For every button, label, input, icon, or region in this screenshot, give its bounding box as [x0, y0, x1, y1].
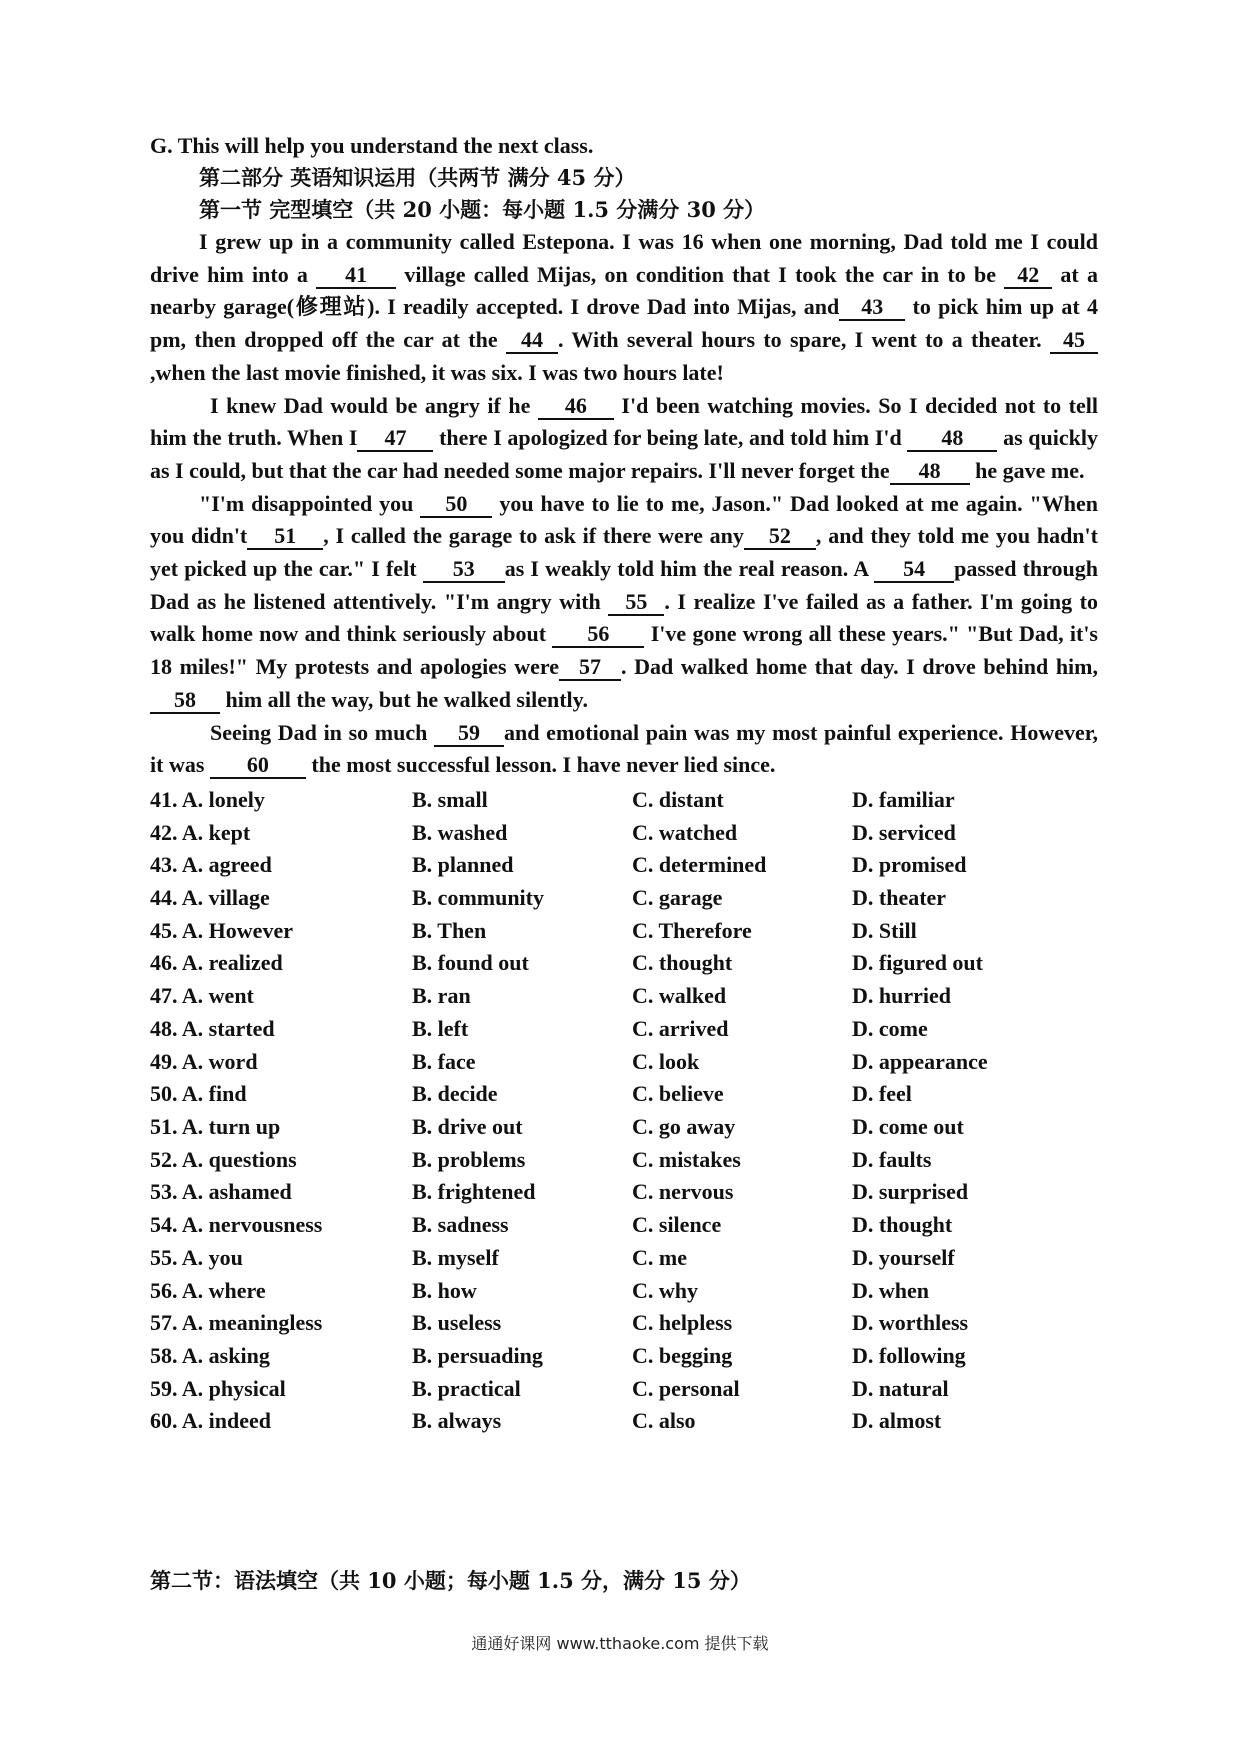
option-b: B. face [412, 1048, 476, 1074]
blank-46: 46 [538, 394, 614, 420]
option-a: 53. A. ashamed [150, 1179, 292, 1205]
option-c: C. determined [632, 852, 767, 878]
blank-57: 57 [559, 655, 621, 681]
passage-text: he gave me. [969, 457, 1085, 483]
passage-text: there I apologized for being late, and told him I'd [433, 425, 908, 451]
option-a: 51. A. turn up [150, 1113, 281, 1139]
option-d: D. familiar [852, 786, 955, 812]
option-b: B. frightened [412, 1179, 536, 1205]
question-row [150, 980, 1098, 1013]
option-d: D. promised [852, 852, 967, 878]
option-d: D. worthless [852, 1310, 969, 1336]
option-b: B. sadness [412, 1212, 509, 1238]
option-a: 56. A. where [150, 1277, 266, 1303]
option-a: 49. A. word [150, 1048, 258, 1074]
question-row [150, 882, 1098, 915]
passage-paragraph-1 [150, 226, 1098, 390]
option-a: 44. A. village [150, 885, 270, 911]
option-b: B. decide [412, 1081, 498, 1107]
option-b: B. practical [412, 1375, 521, 1401]
blank-52: 52 [744, 524, 816, 550]
option-d: D. figured out [852, 950, 983, 976]
option-d: D. theater [852, 885, 947, 911]
passage-text: as I weakly told him the real reason. A [504, 556, 875, 582]
option-d: D. come out [852, 1113, 964, 1139]
question-row [150, 1046, 1098, 1079]
question-row [150, 1144, 1098, 1177]
option-b: B. myself [412, 1244, 499, 1270]
blank-45: 45 [1050, 328, 1098, 354]
blank-47: 47 [357, 426, 433, 452]
passage-text: as quickly as I could, but that the car had needed some major repairs. I'll never forget the [150, 425, 1098, 483]
passage-text: the most successful lesson. I have never lied since. [305, 752, 776, 778]
option-c: C. personal [632, 1375, 740, 1401]
question-row [150, 915, 1098, 948]
option-d: D. surprised [852, 1179, 969, 1205]
blank-55: 55 [608, 590, 664, 616]
passage-text: ,when the last movie finished, it was six. I was two hours late! [150, 359, 724, 385]
passage-text: village called Mijas, on condition that I took the car in to be [396, 261, 1005, 287]
option-d: D. come [852, 1015, 928, 1041]
passage-text: I've gone wrong all these years." "But Dad, it's 18 miles!" My protests and apologies were [150, 621, 1098, 680]
answer-options [150, 784, 1098, 1438]
option-a: 48. A. started [150, 1015, 275, 1041]
passage-text: passed through Dad as he listened attentively. "I'm angry with [150, 556, 1098, 614]
option-a: 47. A. went [150, 983, 254, 1009]
blank-54: 54 [874, 557, 954, 583]
passage-text: , I called the garage to ask if there were any [323, 523, 744, 549]
option-d: D. serviced [852, 819, 956, 845]
passage-paragraph-2 [150, 390, 1098, 488]
blank-49: 48 [890, 459, 970, 485]
option-c: C. watched [632, 819, 738, 845]
question-row [150, 1111, 1098, 1144]
option-b: B. how [412, 1277, 477, 1303]
option-b: B. ran [412, 983, 471, 1009]
passage-text: him all the way, but he walked silently. [220, 686, 588, 712]
option-c: C. why [632, 1277, 699, 1303]
blank-43: 43 [839, 295, 905, 321]
option-c: C. distant [632, 786, 724, 812]
option-a: 59. A. physical [150, 1375, 286, 1401]
section1-heading: 第一节 完型填空（共 20 小题：每小题 1.5 分满分 30 分） [199, 197, 766, 222]
question-row [150, 1340, 1098, 1373]
question-row [150, 1176, 1098, 1209]
option-a: 58. A. asking [150, 1342, 270, 1368]
option-d: D. following [852, 1342, 966, 1368]
option-c: C. silence [632, 1212, 722, 1238]
option-d: D. almost [852, 1408, 942, 1434]
option-d: D. when [852, 1277, 930, 1303]
blank-50: 50 [420, 492, 492, 518]
blank-53: 53 [423, 557, 505, 583]
option-a: 42. A. kept [150, 819, 251, 845]
blank-51: 51 [247, 524, 323, 550]
passage-text: . Dad walked home that day. I drove behind him, [621, 654, 1098, 680]
passage-text: Seeing Dad in so much [210, 719, 435, 745]
option-b: B. always [412, 1408, 502, 1434]
option-d: D. thought [852, 1212, 953, 1238]
question-row [150, 1209, 1098, 1242]
question-row [150, 1405, 1098, 1438]
option-c: C. look [632, 1048, 700, 1074]
option-a: 45. A. However [150, 917, 293, 943]
option-c: C. arrived [632, 1015, 729, 1041]
option-c: C. nervous [632, 1179, 734, 1205]
question-row [150, 1078, 1098, 1111]
option-b: B. planned [412, 852, 514, 878]
question-row [150, 1013, 1098, 1046]
passage-text: "I'm disappointed you [199, 490, 421, 516]
option-d: D. hurried [852, 983, 951, 1009]
option-a: 54. A. nervousness [150, 1212, 323, 1238]
option-c: C. begging [632, 1342, 733, 1368]
option-d: D. Still [852, 917, 917, 943]
option-c: C. thought [632, 950, 733, 976]
option-a: 46. A. realized [150, 950, 283, 976]
passage-text: I'd been watching movies. So I decided not to tell him the truth. When I [150, 392, 1098, 451]
passage-text: at a nearby garage(修理站). I readily accepted. I drove Dad into Mijas, and [150, 261, 1098, 320]
option-b: B. washed [412, 819, 508, 845]
passage-text: I grew up in a community called Estepona. I was 16 when one morning, Dad told me I could drive him into a [150, 229, 1098, 287]
passage-text: . With several hours to spare, I went to a theater. [557, 327, 1050, 353]
blank-60: 60 [210, 753, 306, 779]
option-a: 50. A. find [150, 1081, 247, 1107]
blank-48: 48 [907, 426, 997, 452]
option-b: B. community [412, 885, 544, 911]
footer-text: 通通好课网 www.tthaoke.com 提供下载 [471, 1634, 769, 1653]
exam-page [150, 130, 1098, 1438]
option-d: D. appearance [852, 1048, 988, 1074]
question-row [150, 849, 1098, 882]
question-row [150, 1242, 1098, 1275]
question-row [150, 817, 1098, 850]
option-b: B. small [412, 786, 488, 812]
passage-text: to pick him up at 4 pm, then dropped off the car at the [150, 294, 1098, 353]
question-row [150, 947, 1098, 980]
option-d: D. faults [852, 1146, 932, 1172]
option-a: 43. A. agreed [150, 852, 272, 878]
question-row [150, 1275, 1098, 1308]
section2-heading: 第二节：语法填空（共 10 小题；每小题 1.5 分，满分 15 分） [150, 1568, 751, 1593]
blank-58: 58 [150, 688, 220, 714]
passage-paragraph-3 [150, 488, 1098, 717]
passage-text: . I realize I've failed as a father. I'm going to walk home now and think seriously about [150, 588, 1098, 647]
option-b: B. problems [412, 1146, 526, 1172]
passage-text: you have to lie to me, Jason." Dad looked at me again. "When you didn't [150, 490, 1098, 549]
option-g: G. This will help you understand the next class. [150, 133, 594, 158]
question-row [150, 784, 1098, 817]
option-c: C. helpless [632, 1310, 733, 1336]
blank-42: 42 [1004, 263, 1052, 289]
blank-59: 59 [434, 721, 504, 747]
option-d: D. yourself [852, 1244, 955, 1270]
blank-44: 44 [506, 328, 558, 354]
option-b: B. persuading [412, 1342, 543, 1368]
option-b: B. left [412, 1015, 469, 1041]
option-c: C. walked [632, 983, 727, 1009]
option-b: B. drive out [412, 1113, 523, 1139]
option-d: D. natural [852, 1375, 949, 1401]
passage-paragraph-4 [150, 717, 1098, 782]
option-c: C. me [632, 1244, 687, 1270]
passage-text: , and they told me you hadn't yet picked up the car." I felt [150, 523, 1098, 582]
option-a: 60. A. indeed [150, 1408, 272, 1434]
option-b: B. found out [412, 950, 529, 976]
option-b: B. Then [412, 917, 487, 943]
option-a: 57. A. meaningless [150, 1310, 323, 1336]
option-a: 41. A. lonely [150, 786, 265, 812]
option-a: 52. A. questions [150, 1146, 297, 1172]
option-c: C. Therefore [632, 917, 752, 943]
passage-text: and emotional pain was my most painful experience. However, it was [150, 719, 1098, 778]
question-row [150, 1307, 1098, 1340]
passage-text: I knew Dad would be angry if he [210, 392, 538, 418]
option-d: D. feel [852, 1081, 912, 1107]
option-c: C. garage [632, 885, 723, 911]
option-c: C. believe [632, 1081, 724, 1107]
blank-56: 56 [552, 622, 644, 648]
option-a: 55. A. you [150, 1244, 243, 1270]
option-b: B. useless [412, 1310, 502, 1336]
question-row [150, 1373, 1098, 1406]
option-c: C. go away [632, 1113, 736, 1139]
part-heading: 第二部分 英语知识运用（共两节 满分 45 分） [199, 165, 636, 190]
option-c: C. mistakes [632, 1146, 741, 1172]
blank-41: 41 [316, 263, 396, 289]
option-c: C. also [632, 1408, 696, 1434]
